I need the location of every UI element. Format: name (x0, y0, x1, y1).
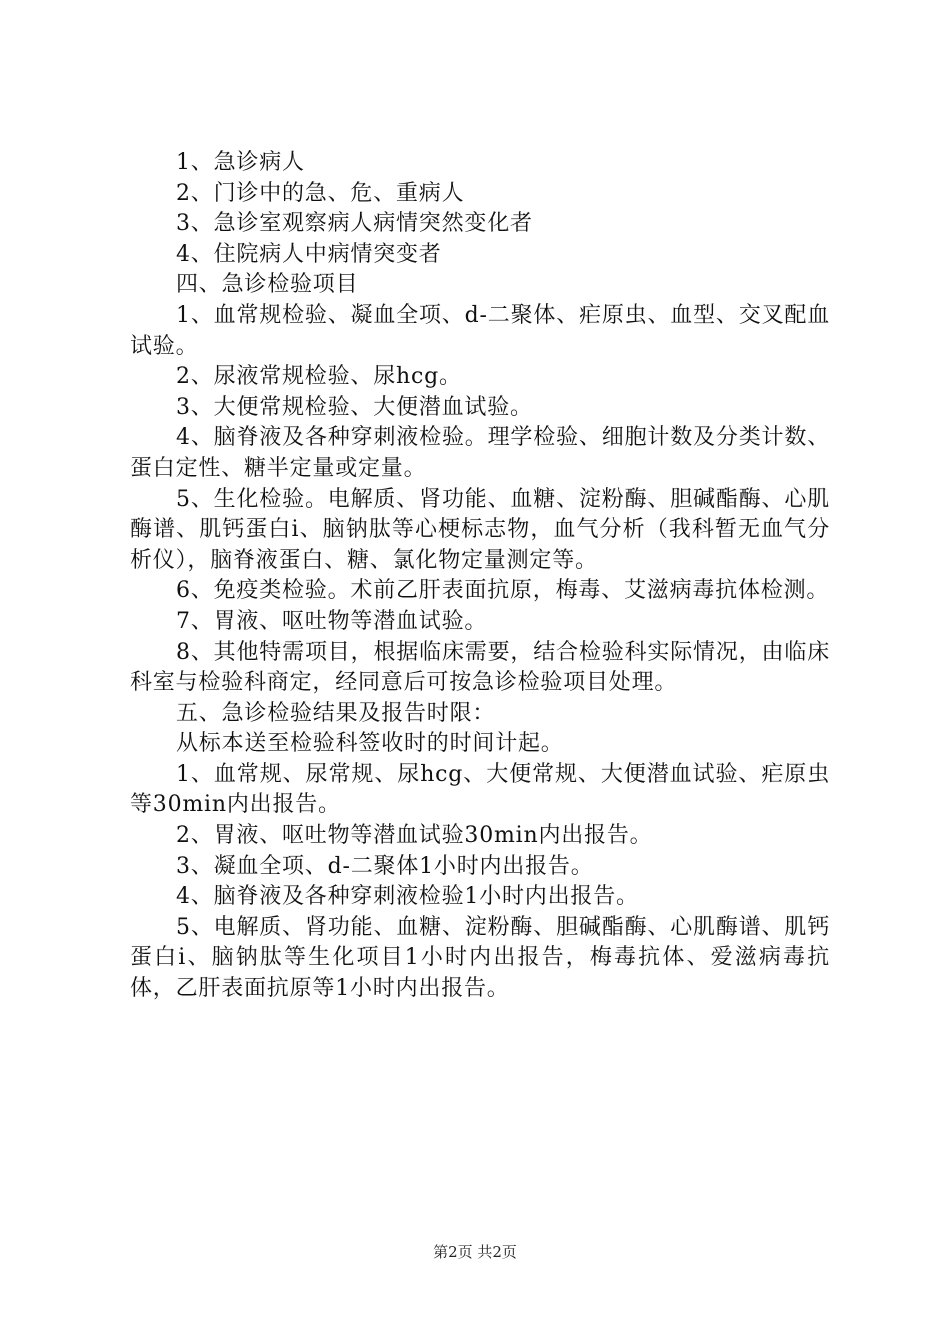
paragraph: 2、尿液常规检验、尿hcg。 (176, 364, 462, 390)
paragraph: 2、胃液、呕吐物等潜血试验30min内出报告。 (176, 823, 653, 849)
paragraph: 4、脑脊液及各种穿刺液检验。理学检验、细胞计数及分类计数、蛋白定性、糖半定量或定量。 (130, 425, 830, 481)
section-heading: 五、急诊检验结果及报告时限： (176, 700, 496, 726)
paragraph: 5、电解质、肾功能、血糖、淀粉酶、胆碱酯酶、心肌酶谱、肌钙蛋白i、脑钠肽等生化项目1小时内出报告，梅毒抗体、爱滋病毒抗体，乙肝表面抗原等1小时内出报告。 (130, 914, 830, 1002)
paragraph: 4、住院病人中病情突变者 (176, 241, 442, 267)
paragraph: 1、急诊病人 (176, 150, 305, 175)
document-body (130, 148, 830, 1005)
paragraph: 6、免疫类检验。术前乙肝表面抗原，梅毒、艾滋病毒抗体检测。 (176, 578, 830, 604)
paragraph: 从标本送至检验科签收时的时间计起。 (176, 731, 564, 757)
page-footer (0, 1242, 950, 1262)
paragraph: 3、大便常规检验、大便潜血试验。 (176, 394, 533, 420)
paragraph: 1、血常规检验、凝血全项、d-二聚体、疟原虫、血型、交叉配血试验。 (130, 302, 830, 359)
paragraph: 3、急诊室观察病人病情突然变化者 (176, 211, 533, 237)
paragraph: 1、血常规、尿常规、尿hcg、大便常规、大便潜血试验、疟原虫等30min内出报告。 (130, 761, 830, 818)
paragraph: 4、脑脊液及各种穿刺液检验1小时内出报告。 (176, 884, 639, 910)
paragraph: 3、凝血全项、d-二聚体1小时内出报告。 (176, 853, 594, 879)
paragraph: 5、生化检验。电解质、肾功能、血糖、淀粉酶、胆碱酯酶、心肌酶谱、肌钙蛋白i、脑钠肽等心梗标志物，血气分析（我科暂无血气分析仪），脑脊液蛋白、糖、氯化物定量测定等。 (130, 486, 830, 573)
paragraph: 7、胃液、呕吐物等潜血试验。 (176, 608, 488, 634)
paragraph: 2、门诊中的急、危、重病人 (176, 180, 465, 206)
page-number-label: 第2页 共2页 (433, 1243, 517, 1261)
paragraph: 8、其他特需项目，根据临床需要，结合检验科实际情况，由临床科室与检验科商定，经同意后可按急诊检验项目处理。 (130, 639, 830, 696)
section-heading: 四、急诊检验项目 (176, 272, 359, 298)
